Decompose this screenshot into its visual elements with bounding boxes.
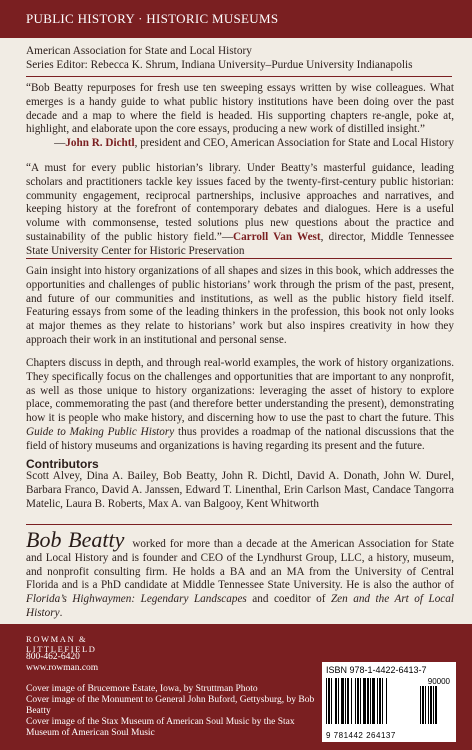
price-code: 90000 — [427, 677, 450, 686]
bio-text: worked for more than a decade at the American Association for State and Local History and is founder and CEO of the Lyndhurst Group, LLC, a history, museum, and nonprofit consulting firm. He holds a BA and an MA from the University of Central Florida and is a PhD candidate at Middle Tennessee State University. He is also the author of — [26, 538, 454, 592]
cover-credit: Cover image of the Monument to General John Buford, Gettysburg, by Bob Beatty — [26, 695, 315, 716]
book-title: Guide to Making Public History — [26, 425, 175, 438]
series-banner — [0, 0, 472, 38]
attribution-dash: — — [221, 230, 233, 243]
divider — [26, 76, 452, 77]
barcode-icon — [326, 678, 414, 724]
cover-credit: Cover image of Brucemore Estate, Iowa, by Struttman Photo — [26, 684, 258, 694]
bio-text: and coeditor of — [246, 593, 331, 606]
divider — [26, 258, 452, 259]
bio-text: . — [59, 606, 63, 619]
quote-affiliation: , director, Middle Tennessee State University Center for Historic Preservation — [26, 230, 455, 257]
publisher-contact — [26, 652, 98, 674]
series-organization: American Association for State and Local History — [26, 45, 252, 57]
publisher-name: ROWMAN & — [26, 634, 88, 644]
quote-text: “Bob Beatty repurposes for fresh use ten sweeping essays written by wise colleagues. What emerges is a handy guide to what public history institutions have been doing over the past decade and a map to where the field is headed. His supporting chapters re-angle, poke at, highlight, and elaborate upon the core essays, producing a new work of distilled insight.” — [26, 82, 454, 136]
author-name: Bob Beatty — [26, 527, 125, 552]
description-paragraph-2 — [26, 357, 454, 454]
divider — [26, 524, 452, 525]
publisher-phone: 800-462-6420 — [26, 652, 80, 662]
series-label: PUBLIC HISTORY · HISTORIC MUSEUMS — [26, 11, 279, 26]
attribution-dash: — — [54, 137, 66, 150]
quote-author: Carroll Van West — [233, 230, 321, 243]
endorsement-quote-1 — [26, 82, 454, 151]
author-bio — [26, 527, 454, 621]
paragraph-text: Chapters discuss in depth, and through real-world examples, the work of history organizations. They specifically focus on the challenges and opportunities that are important to any nonprofit, as well as those unique to history organizations: leveraging the asset of history to explore place, commemorating the past (and therefore better understanding the present), demonstrating how it is people who make history, and discerning how to use the past to chart the future. This — [26, 357, 454, 425]
isbn-barcode — [322, 662, 456, 742]
endorsement-quote-2 — [26, 162, 454, 259]
series-info — [26, 44, 456, 72]
quote-text: “A must for every public historian’s library. Under Beatty’s masterful guidance, leading scholars and practitioners tackle key issues faced by the twenty-first-century public historian: community engagement, reciprocal partnerships, inclusive approaches and narratives, and keeping history at the forefront of contemporary debates and dialogues. Here is a useful volume with commonsense, tested solutions plus new questions about the practice and sustainability of the public history field.” — [26, 162, 454, 243]
barcode-number: 9 781442 264137 — [326, 731, 396, 740]
series-editor: Series Editor: Rebecca K. Shrum, Indiana University–Purdue University Indianapolis — [26, 59, 413, 71]
publisher-logo — [26, 634, 96, 654]
description-paragraph-1: Gain insight into history organizations of all shapes and sizes in this book, which addresses the opportunities and challenges of public historians’ work through the prism of the past, present, and future of our communities and institutions, as well as the public history field itself. Featuring essays from some of the leading thinkers in the profession, this book not only looks at major themes as they relate to historians’ work but also inspires creativity in how they approach their work in an institutional and personal sense. — [26, 265, 454, 346]
contributors-list: Scott Alvey, Dina A. Bailey, Bob Beatty, John R. Dichtl, David A. Donath, John W. Durel, Barbara Franco, David A. Janssen, Edward T. Linenthal, Erin Carlson Mast, Candace Tangorra Matelic, Laura B. Roberts, Max A. van Balgooy, Kent Whitworth — [26, 470, 454, 510]
contributors-heading: Contributors — [26, 457, 99, 471]
quote-affiliation: , president and CEO, American Association for State and Local History — [134, 137, 454, 150]
cover-credits — [26, 684, 326, 739]
back-footer — [0, 624, 472, 750]
book-title: Zen and the Art of Local History — [26, 593, 454, 619]
quote-attribution — [26, 137, 454, 151]
paragraph-text: thus provides a roadmap of the national discussions that the field of history museums and organizations is having regarding its present and the future. — [26, 425, 454, 452]
publisher-name: LITTLEFIELD — [26, 644, 97, 654]
isbn-label: ISBN 978-1-4422-6413-7 — [326, 665, 427, 675]
book-title: Florida’s Highwaymen: Legendary Landscapes — [26, 593, 247, 606]
quote-author: John R. Dichtl — [65, 137, 135, 150]
barcode-addon-icon — [420, 686, 450, 724]
cover-credit: Cover image of the Stax Museum of American Soul Music by the Stax Museum of American Soul Music — [26, 717, 295, 738]
publisher-website: www.rowman.com — [26, 663, 99, 673]
